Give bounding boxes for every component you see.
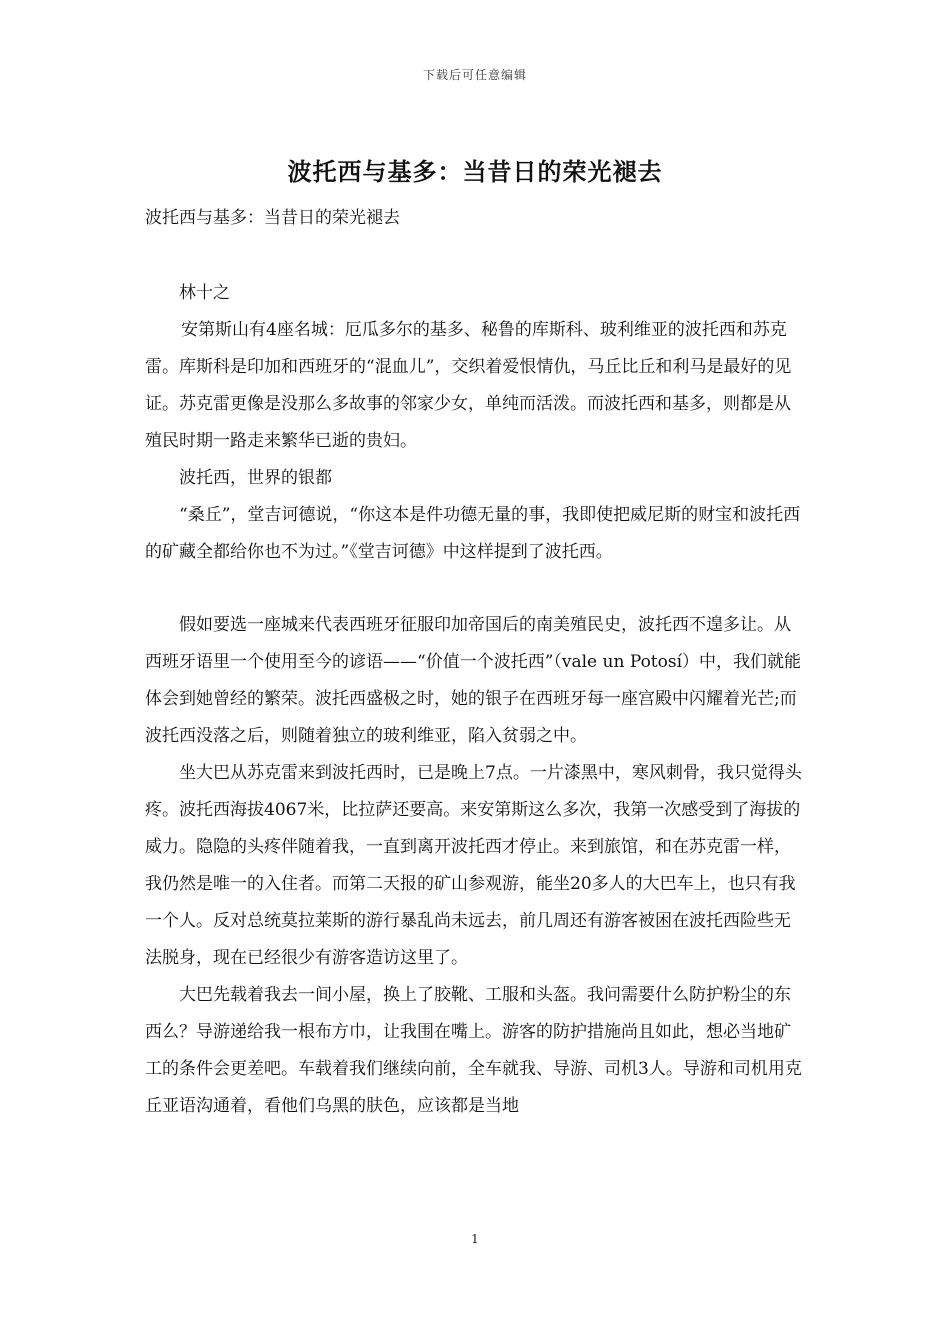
paragraph-quote: “桑丘”，堂吉诃德说，“你这本是件功德无量的事，我即使把威尼斯的财宝和波托西的矿藏全都给你也不为过。”《堂吉诃德》中这样提到了波托西。 <box>145 505 801 562</box>
author-line: 林十之 <box>179 283 230 303</box>
paragraph-intro: 安第斯山有4座名城：厄瓜多尔的基多、秘鲁的库斯科、玻利维亚的波托西和苏克雷。库斯科是印加和西班牙的“混血儿”，交织着爱恨情仇，马丘比丘和利马是最好的见证。苏克雷更像是没那么多故事的邻家少女，单纯而活泼。而波托西和基多，则都是从殖民时期一路走来繁华已逝的贵妇。 <box>145 320 792 451</box>
header-note: 下载后可任意编辑 <box>422 68 527 82</box>
paragraph-mine-tour: 大巴先载着我去一间小屋，换上了胶靴、工服和头盔。我问需要什么防护粉尘的东西么？导游递给我一根布方巾，让我围在嘴上。游客的防护措施尚且如此，想必当地矿工的条件会更差吧。车载着我们继续向前，全车就我、导游、司机3人。导游和司机用克丘亚语沟通着，看他们乌黑的肤色，应该都是当地 <box>145 985 802 1116</box>
document-body <box>145 200 807 1125</box>
document-title: 波托西与基多：当昔日的荣光褪去 <box>287 157 663 186</box>
paragraph-arrival: 坐大巴从苏克雷来到波托西时，已是晚上7点。一片漆黑中，寒风刺骨，我只觉得头疼。波托西海拔4067米，比拉萨还要高。来安第斯这么多次，我第一次感受到了海拔的威力。隐隐的头疼伴随着我，一直到离开波托西才停止。来到旅馆，和在苏克雷一样，我仍然是唯一的入住者。而第二天报的矿山参观游，能坐20多人的大巴车上，也只有我一个人。反对总统莫拉莱斯的游行暴乱尚未远去，前几周还有游客被困在波托西险些无法脱身，现在已经很少有游客造访这里了。 <box>145 763 802 968</box>
document-subtitle: 波托西与基多：当昔日的荣光褪去 <box>145 208 400 228</box>
section-heading-potosi: 波托西，世界的银都 <box>179 468 332 488</box>
spacer <box>145 571 807 607</box>
spacer <box>145 237 807 275</box>
page-number: 1 <box>471 1232 479 1246</box>
paragraph-history: 假如要选一座城来代表西班牙征服印加帝国后的南美殖民史，波托西不遑多让。从西班牙语里一个使用至今的谚语——“价值一个波托西”（vale un Potosí）中，我们就能体会到她曾经的繁荣。波托西盛极之时，她的银子在西班牙每一座宫殿中闪耀着光芒;而波托西没落之后，则随着独立的玻利维亚，陷入贫弱之中。 <box>145 615 802 746</box>
